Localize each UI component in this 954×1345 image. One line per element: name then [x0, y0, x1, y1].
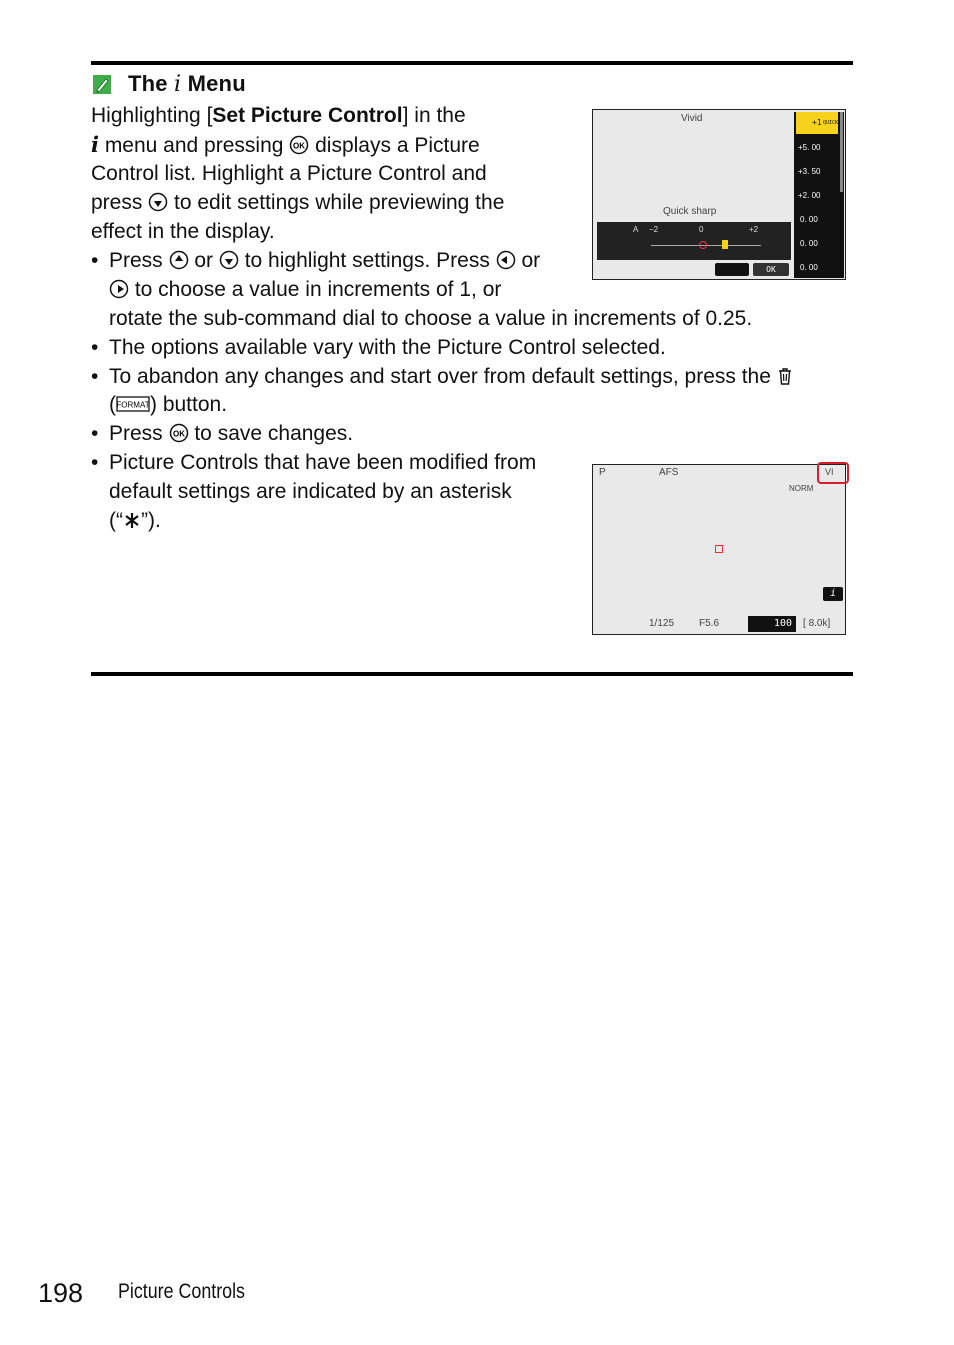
- exposure-mode: P: [599, 467, 606, 478]
- multi-selector-up-icon: [169, 250, 189, 270]
- ok-button-icon: [169, 423, 189, 443]
- slider-current-marker: [699, 241, 707, 249]
- multi-selector-left-icon: [496, 250, 516, 270]
- af-mode: AFS: [659, 467, 679, 478]
- trash-icon: [777, 366, 793, 386]
- pencil-note-icon: [92, 73, 112, 95]
- bullet-1-line-1: Press or to highlight settings. Press or: [109, 249, 541, 272]
- multi-selector-down-icon: [148, 192, 168, 212]
- multi-selector-down-icon: [219, 250, 239, 270]
- bullet-5-line-1: Picture Controls that have been modified from: [109, 451, 537, 474]
- setting-row-mid-range-sharpening[interactable]: +3. 50: [798, 167, 821, 176]
- asterisk-icon: [123, 510, 141, 530]
- settings-list: [794, 112, 844, 278]
- picture-control-indicator: VI: [817, 462, 849, 484]
- bullet-3-line-1: To abandon any changes and start over from default settings, press the: [109, 362, 793, 391]
- focus-point: [715, 545, 723, 553]
- para-line-1: Highlighting [Set Picture Control] in the: [91, 104, 466, 127]
- setting-row-brightness[interactable]: 0. 00: [800, 239, 818, 248]
- setting-row-contrast[interactable]: 0. 00: [800, 215, 818, 224]
- bullet-1-line-2: to choose a value in increments of 1, or: [109, 275, 501, 304]
- svg-text:OK: OK: [172, 429, 185, 439]
- setting-row-sharpening[interactable]: +5. 00: [798, 143, 821, 152]
- note-title: [128, 71, 246, 97]
- scrollbar[interactable]: [840, 112, 843, 192]
- setting-row-clarity[interactable]: +2. 00: [798, 191, 821, 200]
- picture-control-edit-screen: [592, 109, 846, 280]
- adjust-slider-panel: A −2 0 +2: [597, 222, 791, 260]
- para-line-4: press to edit settings while previewing the: [91, 191, 505, 214]
- bullet-dot: •: [91, 422, 99, 445]
- i-button-icon: i: [91, 132, 99, 157]
- shooting-display-screen: [592, 464, 846, 635]
- bullet-dot: •: [91, 365, 99, 388]
- i-menu-glyph: i: [174, 72, 182, 97]
- setting-row-quick-sharp[interactable]: +1 QUICK: [796, 112, 838, 134]
- slider-new-marker: [722, 240, 728, 249]
- top-rule: [91, 61, 853, 65]
- note-title-menu: Menu: [187, 71, 246, 96]
- shutter-speed: 1/125: [649, 618, 675, 629]
- i-return-button-icon: [715, 263, 749, 276]
- bullet-dot: •: [91, 249, 99, 272]
- bullet-2: The options available vary with the Picture Control selected.: [109, 336, 666, 359]
- aperture: F5.6: [699, 618, 720, 629]
- page-number: 198: [38, 1278, 84, 1308]
- multi-selector-right-icon: [109, 279, 129, 299]
- bullet-5-line-2: default settings are indicated by an asterisk: [109, 480, 512, 503]
- setting-row-saturation[interactable]: 0. 00: [800, 263, 818, 272]
- shots-remaining: [ 8.0k]: [803, 618, 831, 629]
- iso-box: 100: [748, 616, 796, 632]
- para-line-5: effect in the display.: [91, 220, 275, 243]
- bullet-4: Press OK to save changes.: [109, 422, 354, 445]
- svg-text:OK: OK: [293, 141, 306, 151]
- bullet-dot: •: [91, 336, 99, 359]
- bottom-rule: [91, 672, 853, 676]
- ok-button-icon: [289, 135, 309, 155]
- ok-button-icon: OK: [753, 263, 789, 276]
- image-quality: NORM: [789, 484, 814, 493]
- set-picture-control-label: Set Picture Control: [212, 104, 403, 127]
- bullet-3-line-2: ( FORMAT ) button.: [109, 393, 228, 416]
- bullet-1-line-3: rotate the sub-command dial to choose a value in increments of 0.25.: [109, 307, 753, 330]
- para-line-2: i menu and pressing OK displays a Picture: [91, 132, 480, 157]
- picture-control-name: Vivid: [681, 113, 703, 124]
- note-title-the: The: [128, 71, 168, 96]
- bullet-5-line-3: (“ ”).: [109, 509, 161, 532]
- i-button-icon: i: [823, 587, 843, 601]
- svg-text:FORMAT: FORMAT: [116, 400, 150, 410]
- section-title: Picture Controls: [118, 1280, 245, 1303]
- bullet-dot: •: [91, 451, 99, 474]
- para-line-3: Control list. Highlight a Picture Control and: [91, 162, 487, 185]
- setting-label: Quick sharp: [663, 206, 717, 217]
- format-button-icon: [116, 394, 150, 414]
